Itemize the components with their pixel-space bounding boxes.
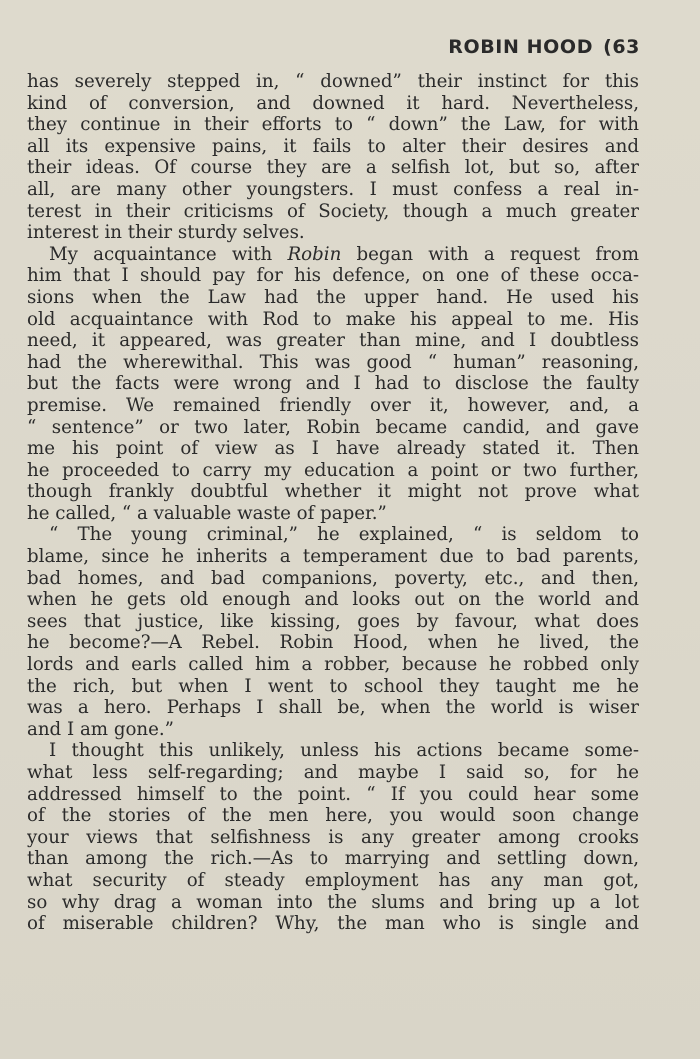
text-line: bad homes, and bad companions, poverty, etc., and then, [27,567,639,589]
text-line: what security of steady employment has any man got, [27,869,639,891]
text-line: sions when the Law had the upper hand. He used his [27,286,639,308]
text-line: lords and earls called him a robber, because he robbed only [27,654,639,676]
text-line: all, are many other youngsters. I must confess a real in- [27,178,639,200]
italic-name: Robin [287,243,342,265]
text-line: what less self-regarding; and maybe I said so, for he [27,762,639,783]
text-line: interest in their sturdy selves. [27,222,305,244]
body-text [27,71,639,935]
text-line: than among the rich.—As to marrying and settling down, [27,848,639,870]
text-line: when he gets old enough and looks out on the world and [27,589,639,611]
text-line: sees that justice, like kissing, goes by favour, what does [27,610,639,632]
text-line: the rich, but when I went to school they taught me he [27,675,639,697]
text-line: me his point of view as I have already stated it. Then [27,438,639,460]
text-line: I thought this unlikely, unless his actions became some- [49,740,639,762]
text-line: your views that selfishness is any greater among crooks [27,826,639,848]
text-line: though frankly doubtful whether it might not prove what [27,481,639,503]
text-line: but the facts were wrong and I had to disclose the faulty [27,373,639,395]
text-line: had the wherewithal. This was good “ human” reasoning, [27,351,639,373]
text-line: kind of conversion, and downed it hard. Nevertheless, [27,92,639,114]
text-line: terest in their criticisms of Society, though a much greater [27,200,639,222]
text-line: he proceeded to carry my education a point or two further, [27,459,639,481]
text-line: their ideas. Of course they are a selfish lot, but so, after [27,157,639,179]
running-header [448,36,640,58]
page-number: (63 [603,36,640,58]
text-line: of the stories of the men here, you would soon change [27,805,639,827]
line-segment: My acquaintance with [49,243,288,265]
text-line [27,244,639,266]
running-title: ROBIN HOOD [448,36,594,58]
text-line: need, it appeared, was greater than mine, and I doubtless [27,330,639,352]
text-line: he become?—A Rebel. Robin Hood, when he lived, the [27,632,639,654]
text-line: “ The young criminal,” he explained, “ is seldom to [49,524,639,546]
text-line: “ sentence” or two later, Robin became candid, and gave [27,416,639,438]
text-line: old acquaintance with Rod to make his appeal to me. His [27,308,639,330]
text-line: all its expensive pains, it fails to alter their desires and [27,135,639,157]
text-line: was a hero. Perhaps I shall be, when the world is wiser [27,697,639,719]
text-line: of miserable children? Why, the man who is single and [27,913,639,935]
text-line: blame, since he inherits a temperament due to bad parents, [27,546,639,568]
text-line: and I am gone.” [27,718,174,740]
line-segment: began with a request from [341,243,639,265]
text-line: he called, “ a valuable waste of paper.” [27,502,387,524]
text-line: addressed himself to the point. “ If you could hear some [27,783,639,805]
text-line: so why drag a woman into the slums and bring up a lot [27,891,639,913]
text-line: premise. We remained friendly over it, however, and, a [27,394,639,416]
text-line: him that I should pay for his defence, on one of these occa- [27,265,639,287]
text-line: they continue in their efforts to “ down” the Law, for with [27,114,639,136]
text-line: has severely stepped in, “ downed” their instinct for this [27,71,639,92]
